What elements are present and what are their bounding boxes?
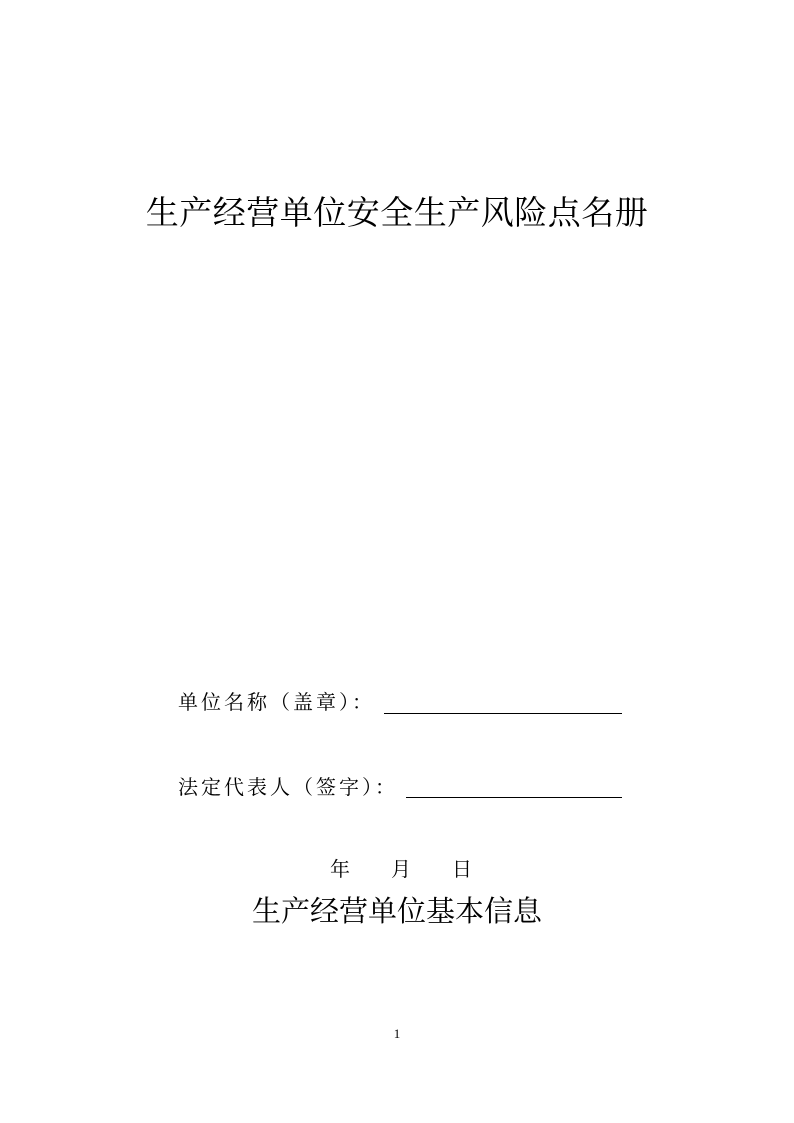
- unit-name-signature-line: [384, 713, 622, 714]
- unit-name-label: 单位名称（盖章）：: [178, 690, 375, 714]
- legal-representative-label: 法定代表人（签字）：: [178, 775, 398, 799]
- date-year-label: 年: [330, 857, 350, 881]
- document-title: 生产经营单位安全生产风险点名册: [145, 193, 649, 232]
- date-month-label: 月: [391, 857, 411, 881]
- date-day-label: 日: [452, 857, 472, 881]
- legal-representative-signature-line: [406, 797, 622, 798]
- section-title: 生产经营单位基本信息: [251, 894, 542, 928]
- page-number: 1: [393, 1026, 401, 1041]
